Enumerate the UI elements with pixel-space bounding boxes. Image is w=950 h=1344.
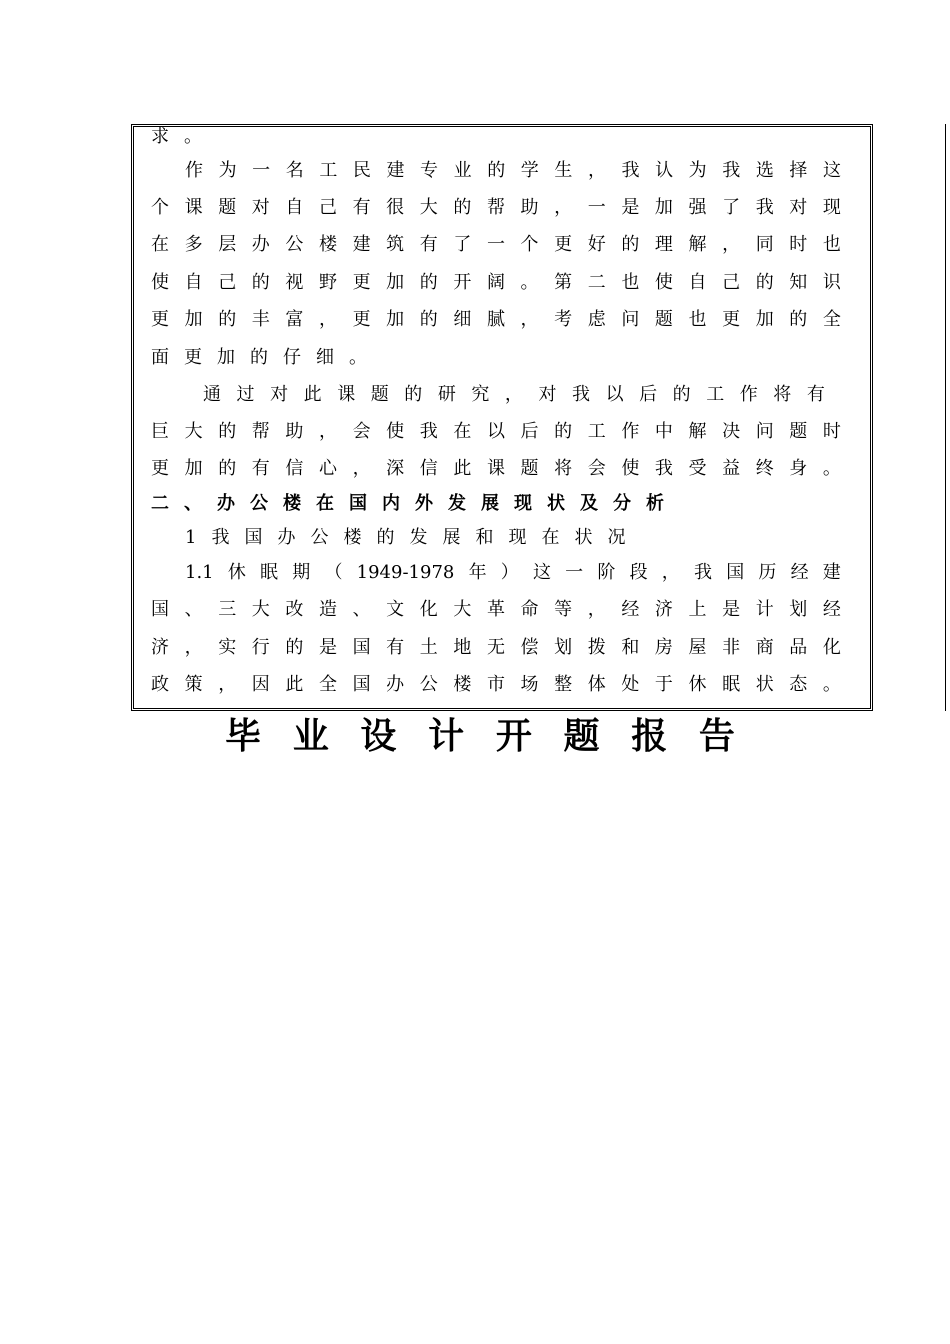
text-line: 济 ， 实 行 的 是 国 有 土 地 无 偿 划 拨 和 房 屋 非 商 品 化 — [151, 637, 841, 658]
text-line: 使 自 己 的 视 野 更 加 的 开 阔 。 第 二 也 使 自 己 的 知 识 — [151, 272, 841, 293]
text-line: 1.1 休 眠 期 （ 1949-1978 年 ） 这 一 阶 段 ， 我 国 历 经 建 — [185, 562, 841, 583]
text-line: 巨 大 的 帮 助 ， 会 使 我 在 以 后 的 工 作 中 解 决 问 题 时 — [151, 421, 841, 442]
text-line: 通 过 对 此 课 题 的 研 究 ， 对 我 以 后 的 工 作 将 有 — [203, 384, 825, 405]
text-line: 更 加 的 丰 富 ， 更 加 的 细 腻 ， 考 虑 问 题 也 更 加 的 全 — [151, 309, 841, 330]
text-line: 政 策 ， 因 此 全 国 办 公 楼 市 场 整 体 处 于 休 眠 状 态 。 — [151, 674, 841, 695]
report-title: 毕 业 设 计 开 题 报 告 — [225, 716, 735, 757]
text-line: 国 、 三 大 改 造 、 文 化 大 革 命 等 ， 经 济 上 是 计 划 经 — [151, 599, 841, 620]
text-line: 在 多 层 办 公 楼 建 筑 有 了 一 个 更 好 的 理 解 ， 同 时 也 — [151, 234, 841, 255]
text-line: 作 为 一 名 工 民 建 专 业 的 学 生 ， 我 认 为 我 选 择 这 — [185, 160, 841, 181]
section-heading: 二 、 办 公 楼 在 国 内 外 发 展 现 状 及 分 析 — [151, 493, 664, 514]
right-margin-rule — [945, 124, 946, 711]
text-line: 面 更 加 的 仔 细 。 — [151, 347, 367, 368]
text-line: 个 课 题 对 自 己 有 很 大 的 帮 助 ， 一 是 加 强 了 我 对 现 — [151, 197, 841, 218]
subsection-heading: 1 我 国 办 公 楼 的 发 展 和 现 在 状 况 — [185, 527, 626, 548]
text-line: 求 。 — [151, 126, 202, 147]
text-line: 更 加 的 有 信 心 ， 深 信 此 课 题 将 会 使 我 受 益 终 身 。 — [151, 458, 841, 479]
